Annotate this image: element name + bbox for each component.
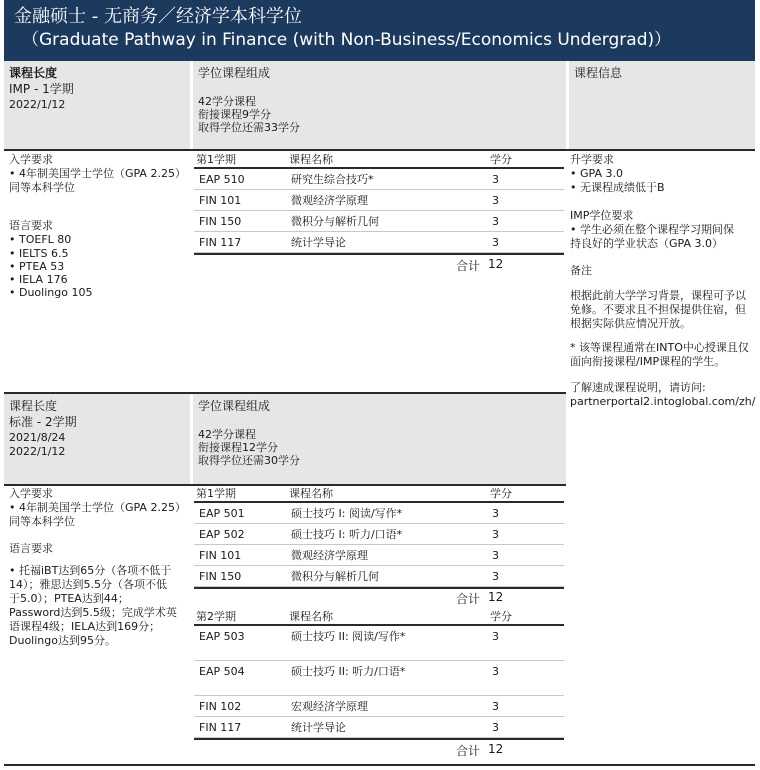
course-name: 统计学导论 [291,721,346,734]
course-credits: 3 [492,215,499,228]
program2-entry-label: 入学要求 [9,487,53,500]
program2-term2-table [194,608,564,763]
program1-structure-label: 学位课程组成 [198,66,271,80]
progression-item: • 无课程成绩低于B [570,181,665,194]
total-label: 合计 [456,592,481,606]
program2-term1-table [194,485,564,610]
title-chinese: 金融硕士 - 无商务／经济学本科学位 [14,6,302,27]
program1-structure-line: 取得学位还需33学分 [198,121,300,134]
table-bottom-rule [194,587,564,589]
course-credits: 3 [492,700,499,713]
total-value: 12 [488,742,504,756]
course-code: EAP 502 [199,528,245,541]
footnote-text: * 该等课程通常在INTO中心授课且仅 面向衔接课程/IMP课程的学生。 [570,341,749,368]
program1-date: 2022/1/12 [9,98,66,111]
info-label: 课程信息 [574,66,623,80]
notes-text: 根据此前大学学习背景，课程可予以 免修。不要求且不担保提供住宿，但 根据实际供应情况开放。 [570,289,746,330]
course-code: FIN 102 [199,700,242,713]
column-header-term: 第1学期 [196,153,236,166]
course-code: FIN 150 [199,570,242,583]
page-header [4,0,755,61]
column-header-credits: 学分 [490,610,512,623]
program1-entry-text: • 4年制美国学士学位（GPA 2.25） 同等本科学位 [9,167,186,194]
column-header-credits: 学分 [490,487,512,500]
program2-language-text: • 托福iBT达到65分（各项不低于 14）；雅思达到5.5分（各项不低 于5.0）；PTEA达到44； Password达到5.5级；完成学术英 语课程4级；IELA达到169分； Duolingo达到95分。 [9,564,177,647]
table-row [194,232,564,253]
progression-label: 升学要求 [570,153,614,166]
table-row [194,661,564,696]
total-label: 合计 [456,744,481,758]
course-name: 硕士技巧 I: 听力/口语* [291,528,403,541]
course-name: 硕士技巧 I: 阅读/写作* [291,507,403,520]
program2-language-label: 语言要求 [9,542,53,555]
program2-date: 2021/8/24 [9,431,66,444]
course-credits: 3 [492,528,499,541]
partner-portal-link[interactable]: partnerportal2.intoglobal.com/zh/ [570,395,756,408]
column-header-term: 第1学期 [196,487,236,500]
course-name: 宏观经济学原理 [291,700,368,713]
course-credits: 3 [492,665,499,678]
course-code: EAP 504 [199,665,245,678]
link-label: 了解速成课程说明，请访问: [570,381,706,394]
program2-structure-line: 42学分课程 [198,428,256,441]
notes-label: 备注 [570,264,592,277]
column-header-name: 课程名称 [289,487,333,500]
course-code: EAP 503 [199,630,245,643]
page-bottom-rule [4,764,755,766]
table-row [194,545,564,566]
course-credits: 3 [492,236,499,249]
program1-language-item: • IELA 176 [9,273,68,286]
course-code: FIN 117 [199,236,242,249]
program1-structure-line: 42学分课程 [198,95,256,108]
course-code: FIN 150 [199,215,242,228]
program1-language-item: • Duolingo 105 [9,286,93,299]
progression-item: • GPA 3.0 [570,167,623,180]
program2-structure-line: 衔接课程12学分 [198,441,278,454]
program1-language-label: 语言要求 [9,219,53,232]
table-row [194,566,564,587]
course-name: 硕士技巧 II: 阅读/写作* [291,630,406,643]
table-row [194,169,564,190]
title-english: （Graduate Pathway in Finance (with Non-Business/Economics Undergrad)） [22,30,672,50]
course-credits: 3 [492,570,499,583]
course-name: 微观经济学原理 [291,549,368,562]
column-header-credits: 学分 [490,153,512,166]
course-name: 研究生综合技巧* [291,173,374,186]
table-row [194,211,564,232]
program2-structure-line: 取得学位还需30学分 [198,454,300,467]
program1-course-table [194,151,564,276]
table-row [194,696,564,717]
course-name: 微观经济学原理 [291,194,368,207]
table-row [194,503,564,524]
program1-entry-label: 入学要求 [9,153,53,166]
column-header-name: 课程名称 [289,153,333,166]
course-credits: 3 [492,721,499,734]
course-code: FIN 101 [199,194,242,207]
total-label: 合计 [456,259,481,273]
course-name: 微积分与解析几何 [291,570,379,583]
course-code: FIN 101 [199,549,242,562]
program2-date: 2022/1/12 [9,445,66,458]
table-row [194,626,564,661]
course-code: EAP 510 [199,173,245,186]
program1-language-item: • TOEFL 80 [9,233,72,246]
table-row [194,524,564,545]
course-credits: 3 [492,173,499,186]
program2-length-label: 课程长度 [9,399,58,413]
program2-structure-label: 学位课程组成 [198,399,271,413]
table-bottom-rule [194,738,564,740]
table-bottom-rule [194,253,564,255]
program1-length-label: 课程长度 [9,66,58,80]
course-credits: 3 [492,507,499,520]
course-name: 微积分与解析几何 [291,215,379,228]
column-header-term: 第2学期 [196,610,236,623]
course-name: 硕士技巧 II: 听力/口语* [291,665,406,678]
course-credits: 3 [492,549,499,562]
program2-entry-text: • 4年制美国学士学位（GPA 2.25） 同等本科学位 [9,501,186,528]
imp-text: • 学生必须在整个课程学习期间保 持良好的学业状态（GPA 3.0） [570,223,734,250]
course-credits: 3 [492,194,499,207]
course-code: FIN 117 [199,721,242,734]
table-row [194,717,564,738]
total-value: 12 [488,257,504,271]
course-name: 统计学导论 [291,236,346,249]
program1-structure-line: 衔接课程9学分 [198,108,271,121]
program1-language-item: • PTEA 53 [9,260,65,273]
table-row [194,190,564,211]
course-code: EAP 501 [199,507,245,520]
program1-length-value: IMP - 1学期 [9,82,74,96]
program1-language-item: • IELTS 6.5 [9,247,69,260]
imp-label: IMP学位要求 [570,209,634,222]
program2-length-value: 标准 - 2学期 [9,415,77,429]
column-header-name: 课程名称 [289,610,333,623]
course-credits: 3 [492,630,499,643]
total-value: 12 [488,590,504,604]
